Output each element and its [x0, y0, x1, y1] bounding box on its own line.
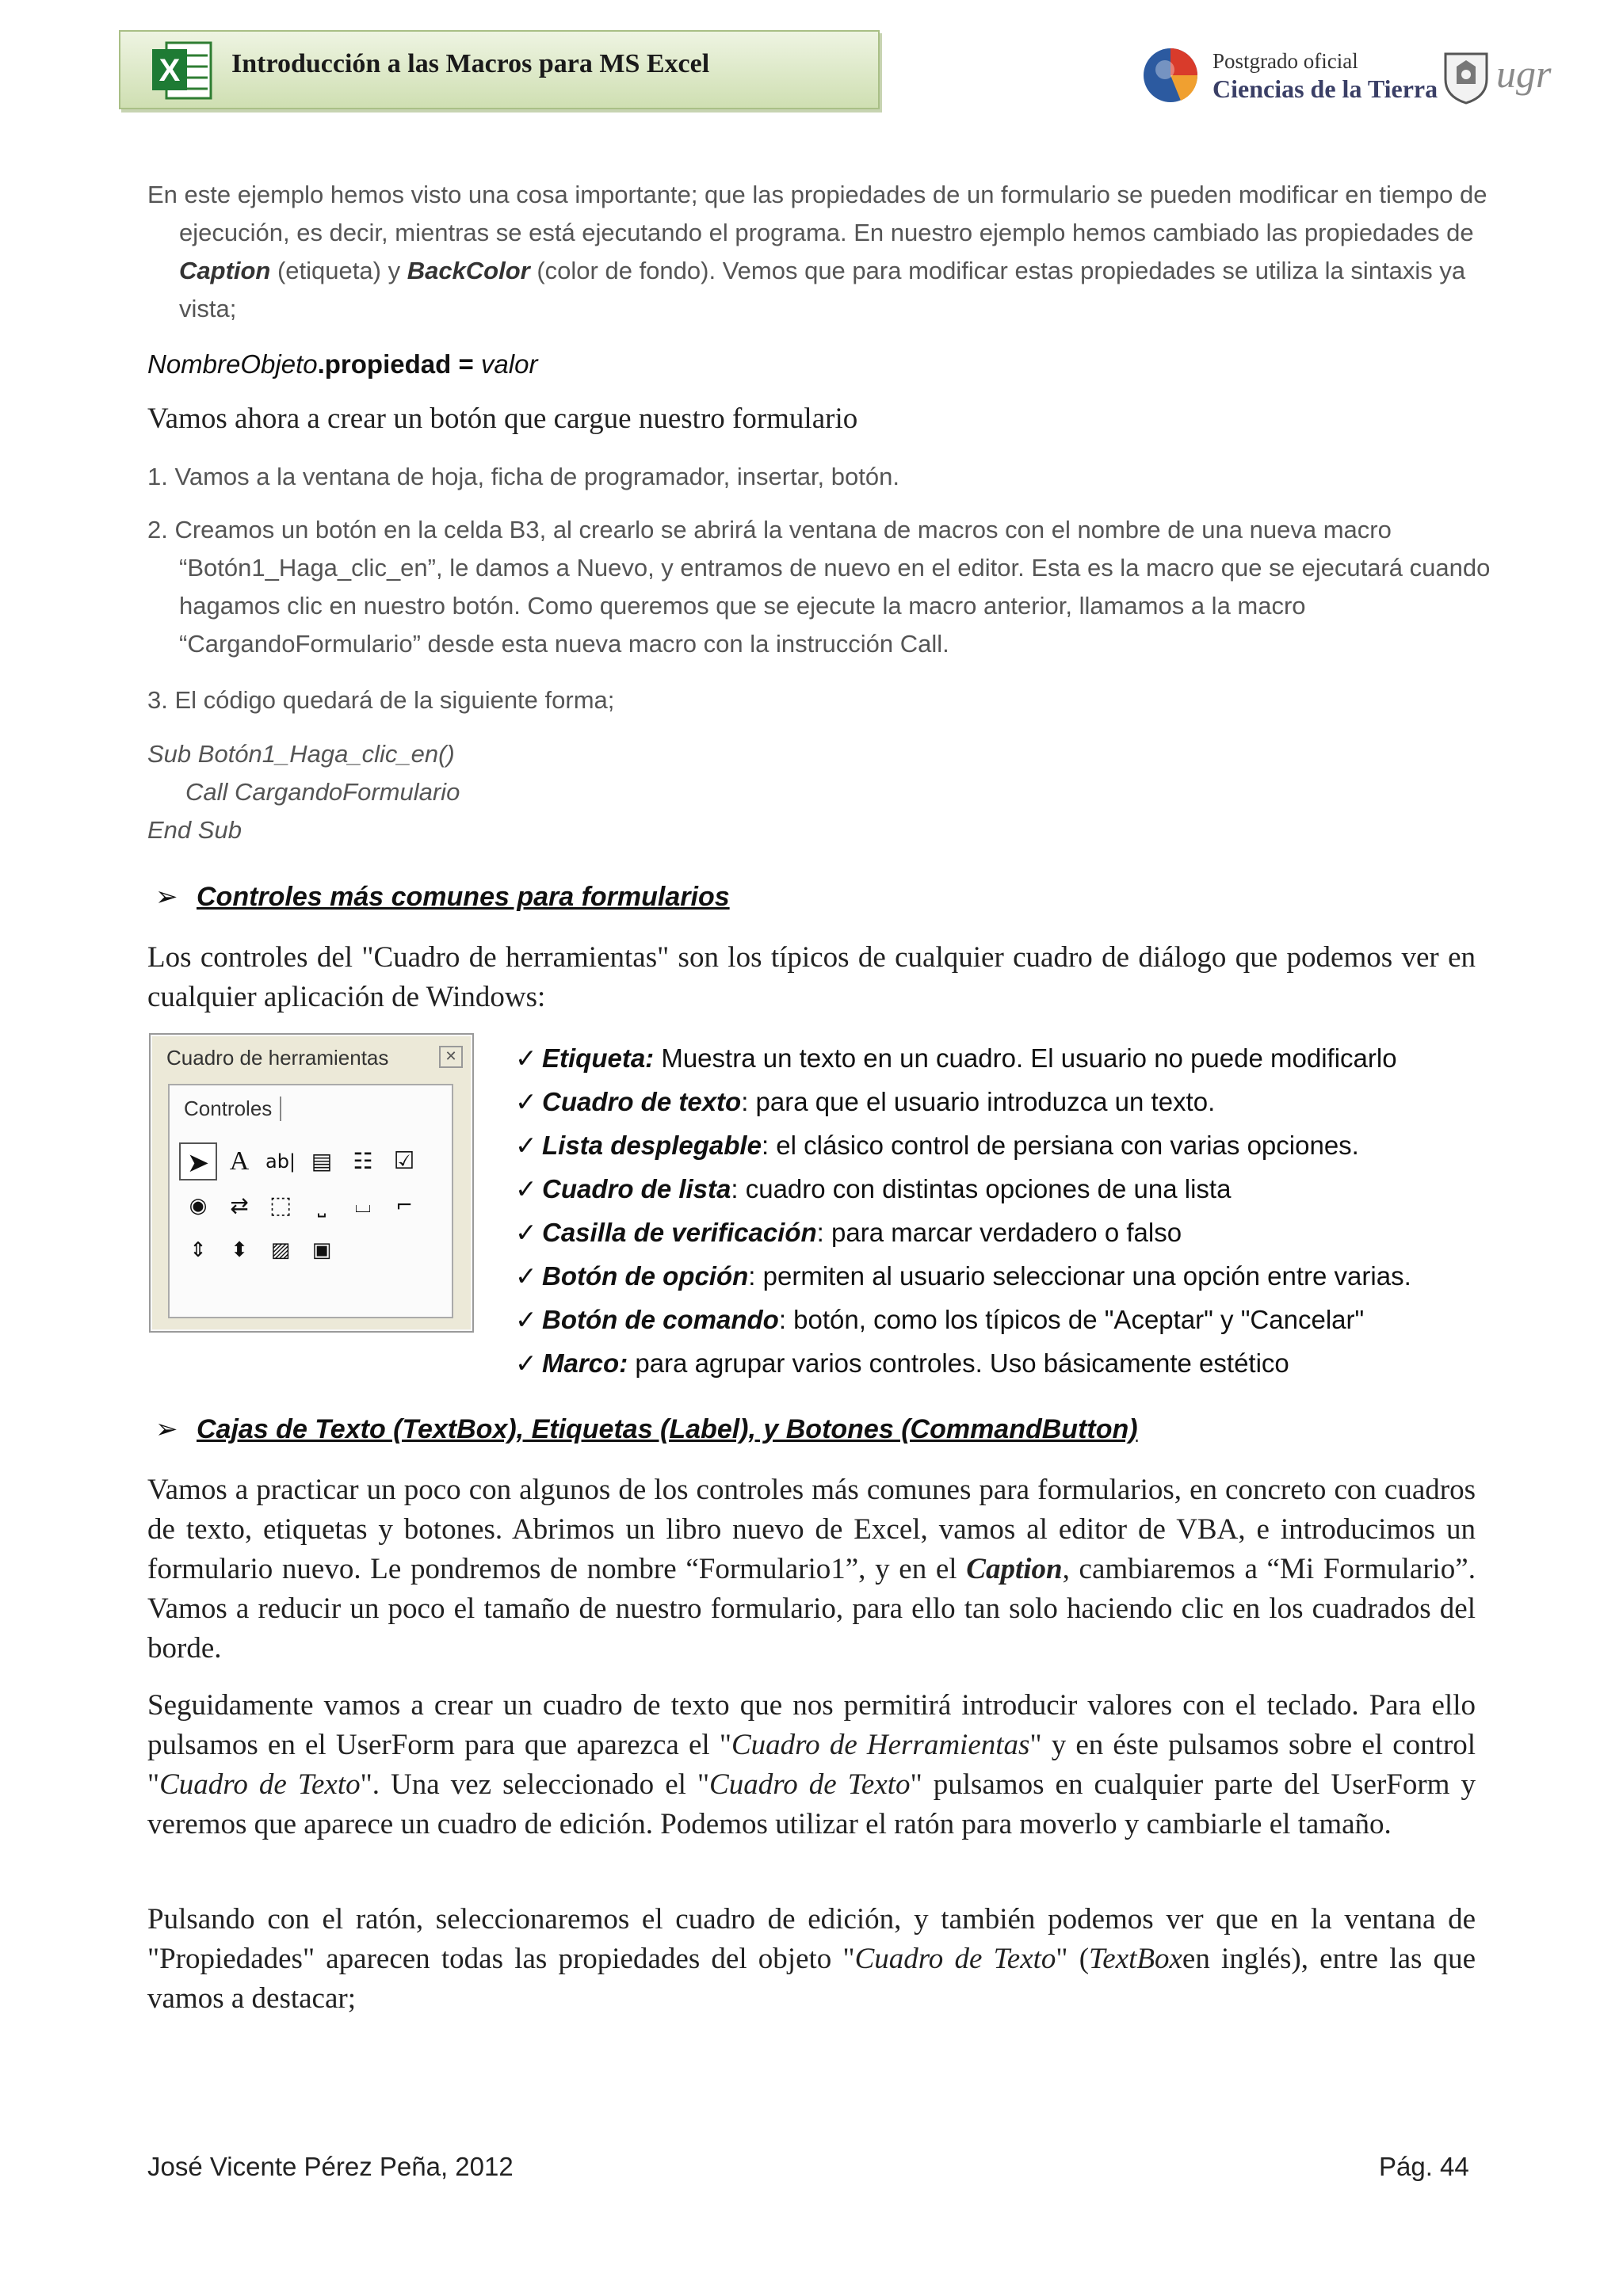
section1-paragraph: Los controles del "Cuadro de herramientas" son los típicos de cualquier cuadro de diálogo que podemos ver en cualquier aplicación de Windows:	[147, 941, 1476, 1013]
multipage-tool-icon: ⌐	[395, 1194, 413, 1218]
list-item: ✓ Botón de comando: botón, como los típicos de "Aceptar" y "Cancelar"	[515, 1298, 1498, 1341]
controls-list	[515, 1036, 1498, 1385]
step-1: 1. Vamos a la ventana de hoja, ficha de programador, insertar, botón.	[147, 463, 899, 490]
spinbutton-tool-icon: ⬍	[231, 1238, 248, 1262]
toolbox-panel	[168, 1084, 453, 1318]
section2-paragraph-1: Vamos a practicar un poco con algunos de los controles más comunes para formularios, en concreto con cuadros de texto, etiquetas y botones. Abrimos un libro nuevo de Excel, vamos al editor de VBA, e introducimos un formulario nuevo. Le pondremos de nombre “Formulario1”, y en el Caption, cambiaremos a “Mi Formulario”. Vamos a reducir un poco el tamaño de nuestro formulario, para ello tan solo haciendo clic en los cuadrados del borde.	[147, 1474, 1476, 1665]
image-tool-icon: ▨	[270, 1238, 291, 1262]
toolbox-title: Cuadro de herramientas	[166, 1046, 389, 1070]
postgrado-logo-icon	[1141, 46, 1200, 105]
syntax-line: NombreObjeto.propiedad = valor	[147, 349, 538, 379]
checkmark-icon: ✓	[515, 1086, 537, 1117]
optionbutton-tool-icon: ◉	[189, 1194, 208, 1218]
section-heading-cajas: ➢ Cajas de Texto (TextBox), Etiquetas (Label), y Botones (CommandButton)	[155, 1414, 1138, 1444]
list-item: ✓ Casilla de verificación: para marcar verdadero o falso	[515, 1211, 1498, 1254]
list-item: ✓ Cuadro de texto: para que el usuario introduzca un texto.	[515, 1080, 1498, 1123]
header-title: Introducción a las Macros para MS Excel	[231, 49, 710, 78]
code-line: Call CargandoFormulario	[185, 778, 460, 806]
programa-label: Ciencias de la Tierra	[1212, 74, 1438, 103]
svg-text:X: X	[158, 53, 181, 88]
intro-paragraph: En este ejemplo hemos visto una cosa importante; que las propiedades de un formulario se pueden modificar en tiempo de ejecución, es decir, mientras se está ejecutando el programa. En nuestro ejemplo hemos cambiado las propiedades de Caption (etiqueta) y BackColor (color de fondo). Vemos que para modificar estas propiedades se utiliza la sintaxis ya vista;	[147, 181, 1487, 322]
code-line: End Sub	[147, 816, 242, 844]
backcolor-term: BackColor	[407, 257, 530, 284]
page-number: Pág. 44	[1379, 2152, 1469, 2181]
footer-author: José Vicente Pérez Peña, 2012	[147, 2152, 514, 2181]
university-seal-icon	[1441, 48, 1491, 105]
create-button-intro: Vamos ahora a crear un botón que cargue nuestro formulario	[147, 402, 858, 435]
checkmark-icon: ✓	[515, 1217, 537, 1248]
tabstrip-tool-icon: ⌴	[354, 1194, 372, 1218]
excel-logo-icon	[149, 36, 216, 105]
section-heading-controles: ➢ Controles más comunes para formularios	[155, 882, 730, 912]
combobox-tool-icon: ▤	[311, 1148, 333, 1174]
list-item: ✓ Etiqueta: Muestra un texto en un cuadro. El usuario no puede modificarlo	[515, 1036, 1498, 1080]
section2-paragraph-2: Seguidamente vamos a crear un cuadro de texto que nos permitirá introducir valores con el teclado. Para ello pulsamos en el UserForm para que aparezca el "Cuadro de Herramientas" y en éste pulsamos sobre el control "Cuadro de Texto". Una vez seleccionado el "Cuadro de Texto" pulsamos en cualquier parte del UserForm y veremos que aparece un cuadro de edición. Podemos utilizar el ratón para moverlo y cambiarle el tamaño.	[147, 1689, 1476, 1840]
pointer-icon: ➤	[179, 1142, 217, 1180]
postgrado-label: Postgrado oficial	[1212, 49, 1358, 73]
frame-tool-icon: ⬚	[269, 1192, 292, 1219]
step-2: 2. Creamos un botón en la celda B3, al crearlo se abrirá la ventana de macros con el nombre de una nueva macro “Botón1_Haga_clic_en”, le damos a Nuevo, y entramos de nuevo en el editor. Esta es la macro que se ejecutará cuando hagamos clic en nuestro botón. Como queremos que se ejecute la macro anterior, llamamos a la macro “CargandoFormulario” desde esta nueva macro con la instrucción Call.	[147, 516, 1491, 658]
close-icon: ✕	[439, 1046, 463, 1068]
checkbox-tool-icon: ☑	[393, 1147, 415, 1175]
togglebutton-tool-icon: ⇄	[230, 1192, 249, 1219]
list-item: ✓ Lista desplegable: el clásico control de persiana con varias opciones.	[515, 1123, 1498, 1167]
checkmark-icon: ✓	[515, 1043, 537, 1074]
toolbox-grid	[179, 1142, 449, 1276]
code-block	[147, 735, 1476, 849]
checkmark-icon: ✓	[515, 1304, 537, 1335]
toolbox-tab: Controles	[184, 1097, 281, 1121]
ugr-wordmark: ugr	[1496, 51, 1552, 96]
checkmark-icon: ✓	[515, 1348, 537, 1379]
list-item: ✓ Marco: para agrupar varios controles. Uso básicamente estético	[515, 1341, 1498, 1385]
label-tool-icon: A	[229, 1146, 250, 1176]
section2-paragraph-3: Pulsando con el ratón, seleccionaremos el cuadro de edición, y también podemos ver que en la ventana de "Propiedades" aparecen todas las propiedades del objeto "Cuadro de Texto" (TextBoxen inglés), entre las que vamos a destacar;	[147, 1903, 1476, 2015]
refedit-tool-icon: ▣	[311, 1238, 332, 1262]
list-item: ✓ Botón de opción: permiten al usuario seleccionar una opción entre varias.	[515, 1254, 1498, 1298]
code-line: Sub Botón1_Haga_clic_en()	[147, 740, 455, 768]
textbox-tool-icon: ab|	[265, 1150, 296, 1173]
list-item: ✓ Cuadro de lista: cuadro con distintas opciones de una lista	[515, 1167, 1498, 1211]
checkmark-icon: ✓	[515, 1261, 537, 1291]
scrollbar-tool-icon: ⇕	[189, 1238, 207, 1262]
commandbutton-tool-icon: ⎵	[317, 1194, 327, 1218]
arrow-bullet-icon: ➢	[155, 882, 178, 912]
listbox-tool-icon: ☷	[353, 1148, 373, 1174]
caption-term: Caption	[179, 257, 271, 284]
step-3: 3. El código quedará de la siguiente forma;	[147, 686, 615, 714]
checkmark-icon: ✓	[515, 1173, 537, 1204]
checkmark-icon: ✓	[515, 1130, 537, 1161]
toolbox-screenshot	[149, 1033, 474, 1333]
arrow-bullet-icon: ➢	[155, 1414, 178, 1444]
